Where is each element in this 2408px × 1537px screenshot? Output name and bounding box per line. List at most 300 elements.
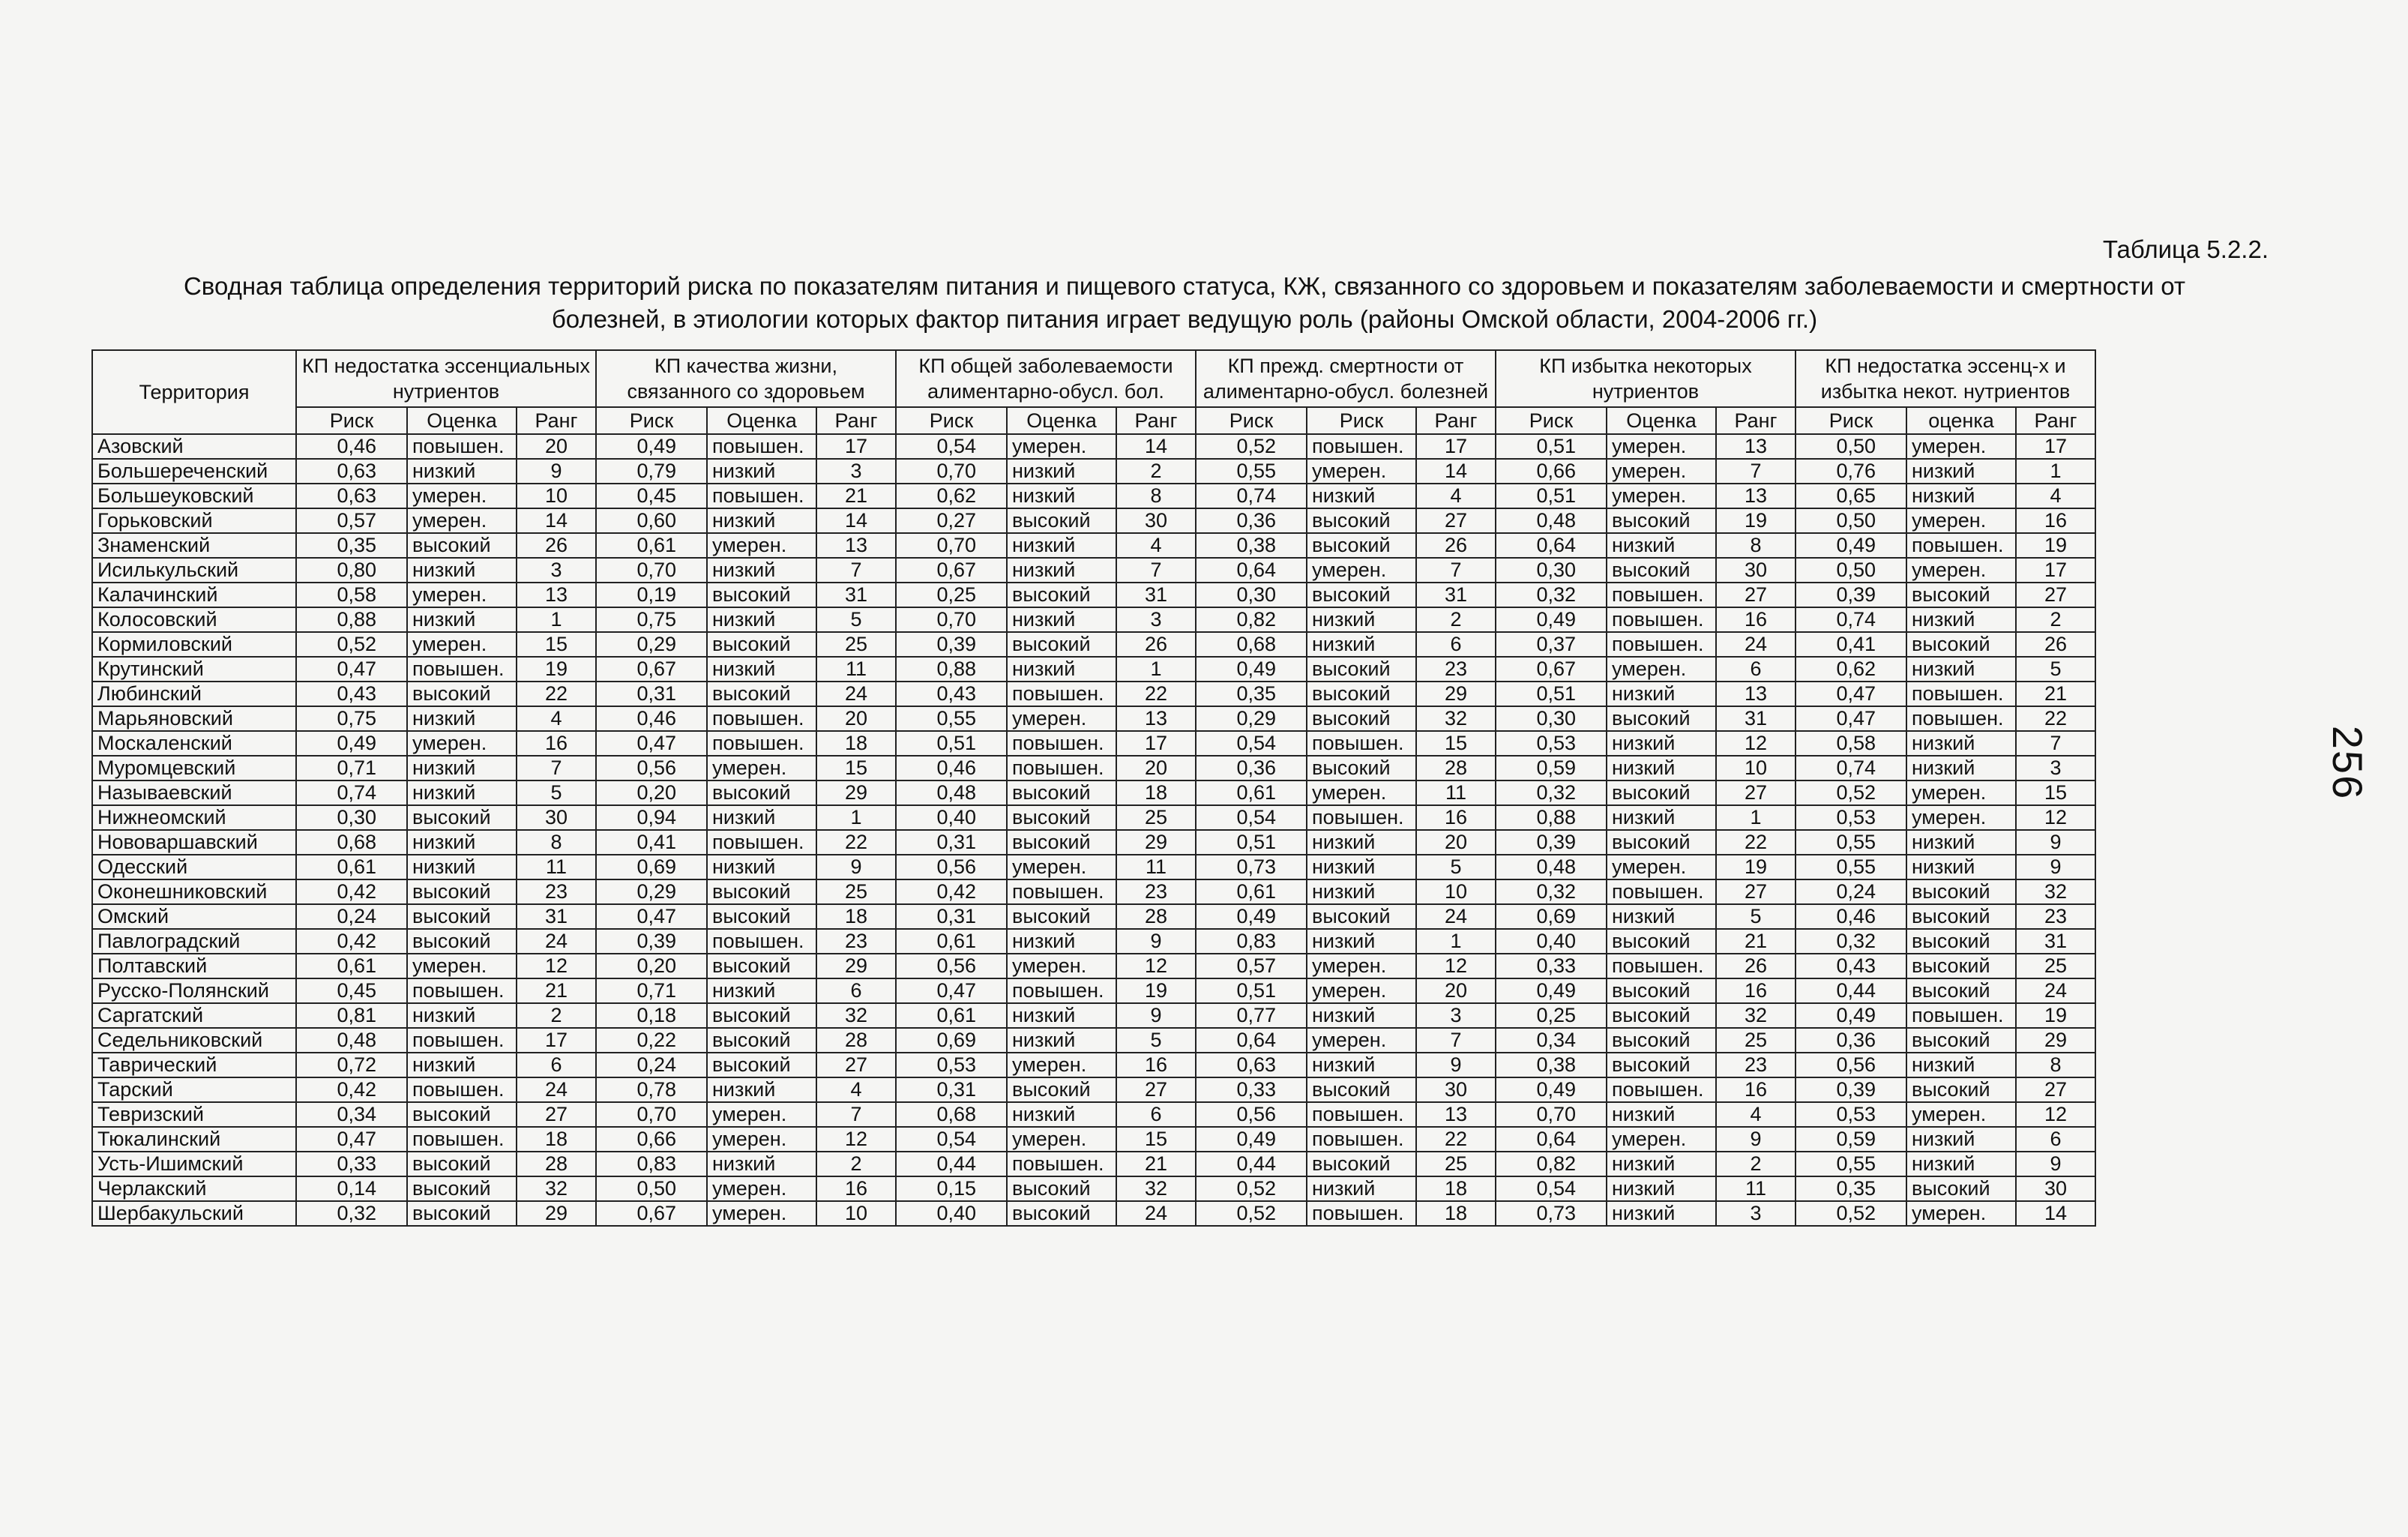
value-cell: повышен. (1607, 583, 1716, 607)
value-cell: высокий (407, 533, 517, 558)
value-cell: низкий (1007, 1028, 1116, 1053)
value-cell: 26 (2016, 632, 2095, 657)
value-cell: повышен. (1007, 978, 1116, 1003)
value-cell: 0,47 (296, 1127, 407, 1152)
value-cell: 0,47 (896, 978, 1007, 1003)
value-cell: 0,56 (896, 855, 1007, 879)
territory-cell: Тарский (92, 1077, 296, 1102)
value-cell: 0,32 (296, 1201, 407, 1226)
value-cell: 0,48 (1496, 508, 1607, 533)
subheader-cell: Риск (896, 407, 1007, 434)
territory-cell: Марьяновский (92, 706, 296, 731)
value-cell: 0,54 (1196, 805, 1307, 830)
value-cell: 0,68 (1196, 632, 1307, 657)
value-cell: 0,75 (596, 607, 707, 632)
value-cell: 12 (2016, 1102, 2095, 1127)
subheader-cell: Риск (1196, 407, 1307, 434)
value-cell: 0,25 (896, 583, 1007, 607)
value-cell: 31 (1416, 583, 1496, 607)
value-cell: 0,41 (1796, 632, 1906, 657)
value-cell: умерен. (1007, 706, 1116, 731)
value-cell: 28 (1116, 904, 1196, 929)
value-cell: высокий (1307, 706, 1416, 731)
value-cell: высокий (1607, 1028, 1716, 1053)
value-cell: 0,24 (1796, 879, 1906, 904)
value-cell: 27 (1716, 583, 1796, 607)
value-cell: 32 (517, 1176, 596, 1201)
value-cell: 0,71 (296, 756, 407, 780)
territory-cell: Колосовский (92, 607, 296, 632)
value-cell: 2 (816, 1152, 896, 1176)
value-cell: высокий (1007, 904, 1116, 929)
value-cell: 29 (816, 954, 896, 978)
value-cell: 31 (517, 904, 596, 929)
table-row (92, 682, 2095, 706)
value-cell: 0,32 (1496, 583, 1607, 607)
value-cell: 26 (1416, 533, 1496, 558)
value-cell: 27 (2016, 583, 2095, 607)
value-cell: 28 (1416, 756, 1496, 780)
value-cell: умерен. (1307, 780, 1416, 805)
value-cell: 18 (1416, 1176, 1496, 1201)
header-group: КП общей заболеваемости алиментарно-обусл. бол. (896, 350, 1196, 407)
value-cell: 25 (816, 632, 896, 657)
value-cell: 0,31 (896, 904, 1007, 929)
territory-cell: Оконешниковский (92, 879, 296, 904)
value-cell: умерен. (407, 632, 517, 657)
value-cell: низкий (1906, 756, 2016, 780)
value-cell: низкий (1607, 682, 1716, 706)
subheader-cell: Ранг (1116, 407, 1196, 434)
data-table (91, 349, 2096, 1227)
value-cell: 0,68 (296, 830, 407, 855)
table-row (92, 830, 2095, 855)
value-cell: низкий (407, 780, 517, 805)
value-cell: 0,48 (1496, 855, 1607, 879)
value-cell: низкий (407, 558, 517, 583)
value-cell: низкий (1307, 830, 1416, 855)
value-cell: 20 (517, 434, 596, 459)
value-cell: 0,34 (1496, 1028, 1607, 1053)
value-cell: 22 (816, 830, 896, 855)
territory-cell: Калачинский (92, 583, 296, 607)
value-cell: 24 (2016, 978, 2095, 1003)
subheader-cell: Ранг (2016, 407, 2095, 434)
value-cell: 0,18 (596, 1003, 707, 1028)
value-cell: 6 (2016, 1127, 2095, 1152)
value-cell: 0,39 (596, 929, 707, 954)
value-cell: низкий (1906, 657, 2016, 682)
value-cell: 0,39 (1796, 583, 1906, 607)
value-cell: 0,67 (896, 558, 1007, 583)
value-cell: 0,38 (1196, 533, 1307, 558)
value-cell: 18 (816, 904, 896, 929)
page-number: 256 (2324, 725, 2372, 801)
value-cell: 2 (2016, 607, 2095, 632)
value-cell: 22 (1716, 830, 1796, 855)
value-cell: 9 (2016, 855, 2095, 879)
value-cell: умерен. (1607, 459, 1716, 484)
value-cell: низкий (407, 830, 517, 855)
value-cell: 3 (2016, 756, 2095, 780)
value-cell: 1 (1416, 929, 1496, 954)
value-cell: 27 (517, 1102, 596, 1127)
value-cell: высокий (707, 1053, 816, 1077)
value-cell: высокий (407, 1102, 517, 1127)
value-cell: 5 (517, 780, 596, 805)
value-cell: умерен. (707, 1201, 816, 1226)
value-cell: 16 (816, 1176, 896, 1201)
value-cell: повышен. (707, 706, 816, 731)
table-row (92, 607, 2095, 632)
value-cell: 0,50 (596, 1176, 707, 1201)
value-cell: высокий (707, 904, 816, 929)
value-cell: 13 (1716, 434, 1796, 459)
value-cell: 26 (517, 533, 596, 558)
value-cell: 30 (1116, 508, 1196, 533)
value-cell: 14 (816, 508, 896, 533)
value-cell: 0,74 (1196, 484, 1307, 508)
territory-cell: Черлакский (92, 1176, 296, 1201)
value-cell: 29 (816, 780, 896, 805)
value-cell: 0,47 (1796, 682, 1906, 706)
value-cell: 0,43 (1796, 954, 1906, 978)
value-cell: высокий (407, 879, 517, 904)
value-cell: 0,33 (1196, 1077, 1307, 1102)
value-cell: 0,66 (596, 1127, 707, 1152)
value-cell: высокий (1007, 1201, 1116, 1226)
value-cell: 9 (816, 855, 896, 879)
value-cell: 0,24 (596, 1053, 707, 1077)
value-cell: высокий (407, 929, 517, 954)
table-row (92, 657, 2095, 682)
value-cell: высокий (1007, 780, 1116, 805)
value-cell: высокий (1906, 929, 2016, 954)
value-cell: 22 (2016, 706, 2095, 731)
territory-cell: Большеуковский (92, 484, 296, 508)
value-cell: повышен. (1307, 731, 1416, 756)
value-cell: повышен. (1607, 632, 1716, 657)
value-cell: 8 (517, 830, 596, 855)
value-cell: умерен. (1607, 484, 1716, 508)
value-cell: 0,20 (596, 954, 707, 978)
value-cell: высокий (407, 1152, 517, 1176)
value-cell: 2 (517, 1003, 596, 1028)
value-cell: низкий (1007, 558, 1116, 583)
value-cell: 16 (2016, 508, 2095, 533)
value-cell: 0,29 (596, 879, 707, 904)
value-cell: 7 (1116, 558, 1196, 583)
value-cell: 0,70 (896, 459, 1007, 484)
subheader-cell: Оценка (1007, 407, 1116, 434)
value-cell: 30 (517, 805, 596, 830)
value-cell: 9 (2016, 1152, 2095, 1176)
value-cell: 7 (1416, 558, 1496, 583)
value-cell: низкий (1607, 756, 1716, 780)
value-cell: низкий (1307, 879, 1416, 904)
value-cell: 0,74 (296, 780, 407, 805)
value-cell: 6 (1716, 657, 1796, 682)
value-cell: 0,88 (1496, 805, 1607, 830)
value-cell: 14 (517, 508, 596, 533)
value-cell: низкий (1007, 459, 1116, 484)
table-row (92, 484, 2095, 508)
value-cell: 4 (1716, 1102, 1796, 1127)
territory-cell: Павлоградский (92, 929, 296, 954)
value-cell: 10 (1716, 756, 1796, 780)
table-row (92, 929, 2095, 954)
value-cell: умерен. (707, 1102, 816, 1127)
subheader-row (92, 407, 2095, 434)
value-cell: 32 (1116, 1176, 1196, 1201)
value-cell: 0,42 (296, 879, 407, 904)
value-cell: 0,42 (896, 879, 1007, 904)
value-cell: 0,30 (1196, 583, 1307, 607)
value-cell: 0,60 (596, 508, 707, 533)
value-cell: 13 (1116, 706, 1196, 731)
value-cell: 0,36 (1196, 508, 1307, 533)
value-cell: 0,49 (1496, 607, 1607, 632)
value-cell: 0,61 (296, 855, 407, 879)
value-cell: 0,58 (296, 583, 407, 607)
territory-cell: Таврический (92, 1053, 296, 1077)
value-cell: 0,49 (296, 731, 407, 756)
value-cell: 18 (1116, 780, 1196, 805)
value-cell: 0,70 (1496, 1102, 1607, 1127)
value-cell: 0,81 (296, 1003, 407, 1028)
value-cell: 28 (517, 1152, 596, 1176)
territory-cell: Большереченский (92, 459, 296, 484)
value-cell: низкий (1307, 484, 1416, 508)
value-cell: 0,94 (596, 805, 707, 830)
value-cell: 0,33 (296, 1152, 407, 1176)
value-cell: 0,70 (596, 1102, 707, 1127)
value-cell: умерен. (1007, 855, 1116, 879)
territory-cell: Нижнеомский (92, 805, 296, 830)
value-cell: низкий (707, 459, 816, 484)
value-cell: 0,78 (596, 1077, 707, 1102)
value-cell: 0,51 (1196, 978, 1307, 1003)
value-cell: 17 (1116, 731, 1196, 756)
value-cell: низкий (1906, 731, 2016, 756)
value-cell: умерен. (407, 508, 517, 533)
value-cell: высокий (1307, 1077, 1416, 1102)
value-cell: умерен. (1607, 434, 1716, 459)
value-cell: 0,19 (596, 583, 707, 607)
value-cell: 0,72 (296, 1053, 407, 1077)
value-cell: 0,50 (1796, 558, 1906, 583)
value-cell: низкий (1307, 1176, 1416, 1201)
value-cell: 0,20 (596, 780, 707, 805)
value-cell: низкий (1607, 904, 1716, 929)
value-cell: 0,67 (596, 657, 707, 682)
value-cell: повышен. (707, 484, 816, 508)
value-cell: 8 (2016, 1053, 2095, 1077)
value-cell: 7 (517, 756, 596, 780)
value-cell: повышен. (1607, 1077, 1716, 1102)
value-cell: 0,61 (596, 533, 707, 558)
value-cell: высокий (1607, 830, 1716, 855)
value-cell: 23 (1716, 1053, 1796, 1077)
value-cell: высокий (1007, 830, 1116, 855)
value-cell: повышен. (407, 1028, 517, 1053)
value-cell: низкий (1906, 459, 2016, 484)
value-cell: 0,37 (1496, 632, 1607, 657)
value-cell: 32 (2016, 879, 2095, 904)
value-cell: 0,59 (1796, 1127, 1906, 1152)
value-cell: высокий (707, 780, 816, 805)
value-cell: 27 (816, 1053, 896, 1077)
value-cell: 8 (1716, 533, 1796, 558)
value-cell: 19 (2016, 1003, 2095, 1028)
value-cell: низкий (1007, 533, 1116, 558)
value-cell: 15 (1116, 1127, 1196, 1152)
value-cell: 20 (1416, 830, 1496, 855)
table-row (92, 978, 2095, 1003)
value-cell: 31 (1116, 583, 1196, 607)
subheader-cell: Оценка (707, 407, 816, 434)
value-cell: 0,32 (1496, 879, 1607, 904)
value-cell: умерен. (1906, 434, 2016, 459)
value-cell: 0,51 (1196, 830, 1307, 855)
value-cell: 1 (1716, 805, 1796, 830)
value-cell: 30 (1716, 558, 1796, 583)
value-cell: высокий (1906, 1176, 2016, 1201)
value-cell: 0,40 (896, 1201, 1007, 1226)
value-cell: 0,61 (896, 929, 1007, 954)
value-cell: низкий (407, 756, 517, 780)
value-cell: 15 (2016, 780, 2095, 805)
value-cell: 0,54 (1196, 731, 1307, 756)
value-cell: умерен. (1307, 1028, 1416, 1053)
value-cell: умерен. (1906, 1201, 2016, 1226)
value-cell: 24 (517, 1077, 596, 1102)
value-cell: 21 (816, 484, 896, 508)
value-cell: 9 (1716, 1127, 1796, 1152)
value-cell: 0,82 (1196, 607, 1307, 632)
table-row (92, 459, 2095, 484)
value-cell: низкий (707, 805, 816, 830)
value-cell: 25 (1416, 1152, 1496, 1176)
value-cell: 21 (1116, 1152, 1196, 1176)
value-cell: 6 (1116, 1102, 1196, 1127)
subheader-cell: Ранг (1716, 407, 1796, 434)
value-cell: 0,24 (296, 904, 407, 929)
value-cell: 15 (517, 632, 596, 657)
value-cell: повышен. (1307, 805, 1416, 830)
value-cell: 0,48 (296, 1028, 407, 1053)
value-cell: 0,46 (1796, 904, 1906, 929)
value-cell: 0,54 (896, 434, 1007, 459)
value-cell: 6 (816, 978, 896, 1003)
value-cell: 0,74 (1796, 607, 1906, 632)
value-cell: повышен. (1906, 1003, 2016, 1028)
value-cell: 0,55 (1796, 830, 1906, 855)
value-cell: высокий (707, 1003, 816, 1028)
value-cell: умерен. (407, 484, 517, 508)
value-cell: 0,35 (296, 533, 407, 558)
value-cell: 0,38 (1496, 1053, 1607, 1077)
value-cell: умерен. (1307, 558, 1416, 583)
value-cell: высокий (407, 1201, 517, 1226)
value-cell: повышен. (1906, 533, 2016, 558)
value-cell: 7 (816, 558, 896, 583)
value-cell: 0,40 (1496, 929, 1607, 954)
value-cell: 0,41 (596, 830, 707, 855)
value-cell: 5 (1116, 1028, 1196, 1053)
territory-cell: Саргатский (92, 1003, 296, 1028)
table-row (92, 706, 2095, 731)
territory-cell: Седельниковский (92, 1028, 296, 1053)
value-cell: высокий (707, 583, 816, 607)
value-cell: высокий (1307, 1152, 1416, 1176)
value-cell: 13 (816, 533, 896, 558)
territory-cell: Муромцевский (92, 756, 296, 780)
value-cell: 24 (1116, 1201, 1196, 1226)
value-cell: 17 (816, 434, 896, 459)
value-cell: 8 (1116, 484, 1196, 508)
value-cell: низкий (407, 607, 517, 632)
value-cell: низкий (407, 855, 517, 879)
territory-cell: Крутинский (92, 657, 296, 682)
subheader-cell: Ранг (1416, 407, 1496, 434)
table-row (92, 1152, 2095, 1176)
value-cell: повышен. (707, 929, 816, 954)
value-cell: низкий (1007, 929, 1116, 954)
value-cell: 0,32 (1796, 929, 1906, 954)
value-cell: низкий (1906, 1127, 2016, 1152)
value-cell: низкий (1007, 1003, 1116, 1028)
value-cell: 0,56 (596, 756, 707, 780)
value-cell: высокий (1607, 558, 1716, 583)
value-cell: повышен. (1007, 756, 1116, 780)
value-cell: 6 (517, 1053, 596, 1077)
value-cell: 0,48 (896, 780, 1007, 805)
value-cell: 0,51 (896, 731, 1007, 756)
value-cell: 0,70 (896, 533, 1007, 558)
value-cell: повышен. (707, 830, 816, 855)
value-cell: умерен. (1607, 657, 1716, 682)
value-cell: 0,62 (896, 484, 1007, 508)
value-cell: 0,29 (596, 632, 707, 657)
value-cell: 0,64 (1496, 533, 1607, 558)
value-cell: 0,42 (296, 929, 407, 954)
table-row (92, 954, 2095, 978)
value-cell: повышен. (1007, 879, 1116, 904)
value-cell: 20 (1116, 756, 1196, 780)
value-cell: повышен. (1906, 706, 2016, 731)
value-cell: низкий (1007, 607, 1116, 632)
value-cell: низкий (1607, 731, 1716, 756)
value-cell: 0,31 (596, 682, 707, 706)
value-cell: повышен. (1007, 682, 1116, 706)
value-cell: низкий (1007, 1102, 1116, 1127)
value-cell: 12 (2016, 805, 2095, 830)
table-row (92, 508, 2095, 533)
value-cell: низкий (1607, 533, 1716, 558)
value-cell: 0,70 (896, 607, 1007, 632)
value-cell: 27 (1716, 780, 1796, 805)
value-cell: 0,73 (1496, 1201, 1607, 1226)
value-cell: 0,71 (596, 978, 707, 1003)
value-cell: 9 (1416, 1053, 1496, 1077)
value-cell: 12 (1116, 954, 1196, 978)
value-cell: низкий (1307, 632, 1416, 657)
value-cell: высокий (1007, 632, 1116, 657)
value-cell: 31 (1716, 706, 1796, 731)
header-group: КП недостатка эссенц-х и избытка некот. нутриентов (1796, 350, 2095, 407)
value-cell: 26 (1116, 632, 1196, 657)
